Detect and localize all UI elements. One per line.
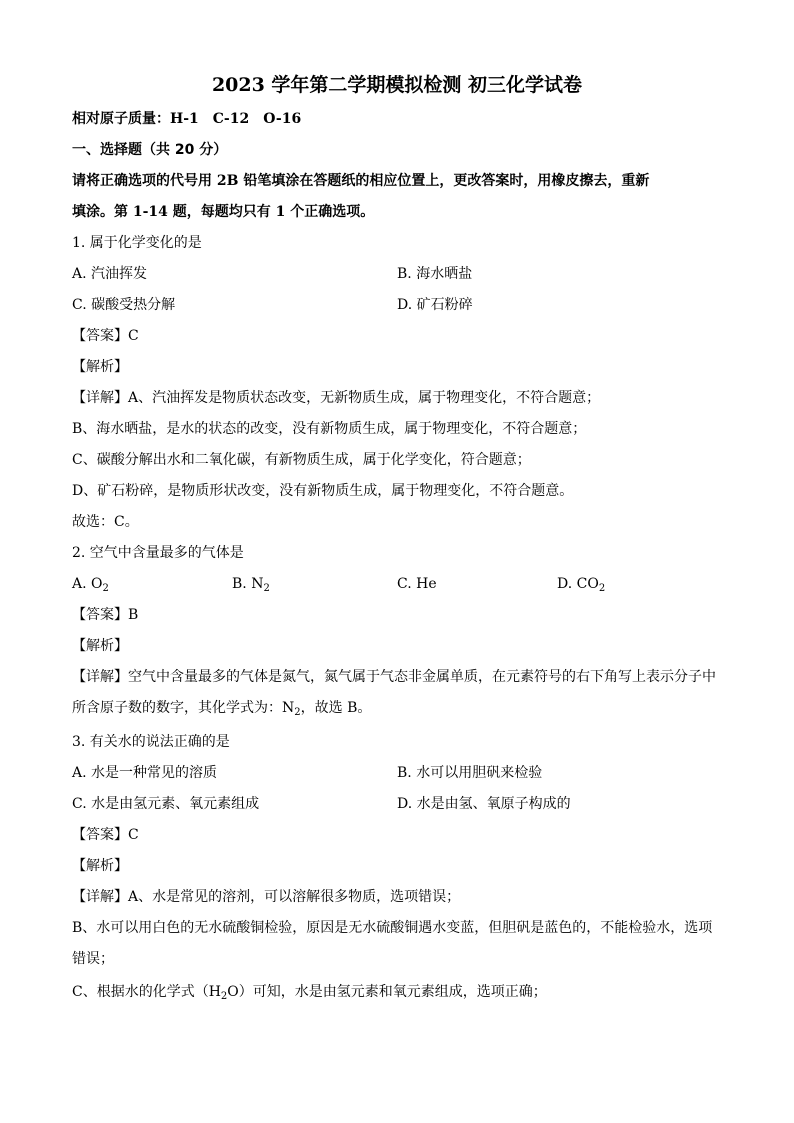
q1-conclusion: 故选：C。: [72, 514, 139, 530]
q1-detail-b: B、海水晒盐，是水的状态的改变，没有新物质生成，属于物理变化，不符合题意；: [72, 421, 587, 437]
q2-option-b-sub: 2: [263, 583, 270, 594]
q2-stem: 2. 空气中含量最多的气体是: [72, 545, 244, 561]
answer-label: 【答案】: [72, 827, 128, 843]
q3-detail-b-line-1: B、水可以用白色的无水硫酸铜检验，原因是无水硫酸铜遇水变蓝，但胆矾是蓝色的，不能检验水，选项: [72, 920, 713, 936]
q1-detail-d: D、矿石粉碎，是物质形状改变，没有新物质生成，属于物理变化，不符合题意。: [72, 483, 574, 499]
answer-label: 【答案】: [72, 328, 128, 344]
q3-detail-c: [72, 982, 724, 1002]
q3-option-a: A. 水是一种常见的溶质: [72, 765, 218, 781]
q1-detail-c: C、碳酸分解出水和二氧化碳，有新物质生成，属于化学变化，符合题意；: [72, 452, 531, 468]
q2-detail-text-1: 空气中含量最多的气体是氮气，氮气属于气态非金属单质，在元素符号的右下角写上表示分子中: [128, 669, 716, 685]
q2-option-d-sub: 2: [598, 583, 606, 594]
q3-option-c: C. 水是由氢元素、氧元素组成: [72, 796, 260, 812]
q2-detail-text-3: ，故选 B。: [300, 700, 372, 716]
detail-label: 【详解】: [72, 390, 128, 406]
q3-detail-c-text-1: C、根据水的化学式（H: [72, 984, 221, 1000]
instructions-line-2: 填涂。第 1-14 题，每题均只有 1 个正确选项。: [72, 204, 375, 220]
detail-label: 【详解】: [72, 889, 128, 905]
q2-option-a-text: A. O: [72, 576, 103, 592]
q3-detail-c-sub: 2: [220, 991, 228, 1002]
q1-detail-a: [72, 388, 724, 408]
q1-detail-a-text: A、汽油挥发是物质状态改变，无新物质生成，属于物理变化，不符合题意；: [128, 390, 601, 406]
q2-analysis-label: 【解析】: [72, 638, 128, 654]
q1-answer-value: C: [128, 328, 139, 344]
q2-detail-sub: 2: [294, 707, 301, 718]
detail-label: 【详解】: [72, 669, 128, 685]
q1-option-d: D. 矿石粉碎: [397, 297, 473, 313]
q1-option-c: C. 碳酸受热分解: [72, 297, 176, 313]
q1-answer: [72, 326, 724, 346]
exam-title: 2023 学年第二学期模拟检测 初三化学试卷: [211, 74, 583, 96]
q2-option-c: C. He: [397, 576, 437, 592]
section-heading: 一、选择题（共 20 分）: [72, 142, 228, 158]
q3-detail-a: [72, 887, 724, 907]
q2-answer: [72, 605, 724, 625]
instructions-line-1: 请将正确选项的代号用 2B 铅笔填涂在答题纸的相应位置上，更改答案时，用橡皮擦去，重新: [72, 173, 650, 189]
atomic-masses: 相对原子质量：H-1 C-12 O-16: [72, 111, 302, 127]
q2-detail-line-1: [72, 667, 724, 687]
q2-option-a: [72, 574, 109, 594]
q1-stem: 1. 属于化学变化的是: [72, 235, 202, 251]
q3-analysis-label: 【解析】: [72, 858, 128, 874]
q3-detail-c-text-2: O）可知，水是由氢元素和氧元素组成，选项正确；: [227, 984, 547, 1000]
q1-option-b: B. 海水晒盐: [397, 266, 473, 282]
q2-option-b-text: B. N: [232, 576, 264, 592]
q2-option-d: [557, 574, 605, 594]
q3-answer-value: C: [128, 827, 139, 843]
answer-label: 【答案】: [72, 607, 128, 623]
q3-detail-a-text: A、水是常见的溶剂，可以溶解很多物质，选项错误；: [128, 889, 461, 905]
q1-option-a: A. 汽油挥发: [72, 266, 148, 282]
q2-answer-value: B: [128, 607, 139, 623]
q3-stem: 3. 有关水的说法正确的是: [72, 734, 230, 750]
q2-option-d-text: D. CO: [557, 576, 599, 592]
q2-detail-line-2: [72, 698, 724, 718]
q3-option-d: D. 水是由氢、氧原子构成的: [397, 796, 571, 812]
q3-answer: [72, 825, 724, 845]
q3-option-b: B. 水可以用胆矾来检验: [397, 765, 543, 781]
q2-detail-text-2: 所含原子数的数字，其化学式为：N: [72, 700, 295, 716]
q1-analysis-label: 【解析】: [72, 359, 128, 375]
q3-detail-b-line-2: 错误；: [72, 951, 114, 967]
q2-option-b: [232, 574, 270, 594]
q2-option-a-sub: 2: [102, 583, 109, 594]
